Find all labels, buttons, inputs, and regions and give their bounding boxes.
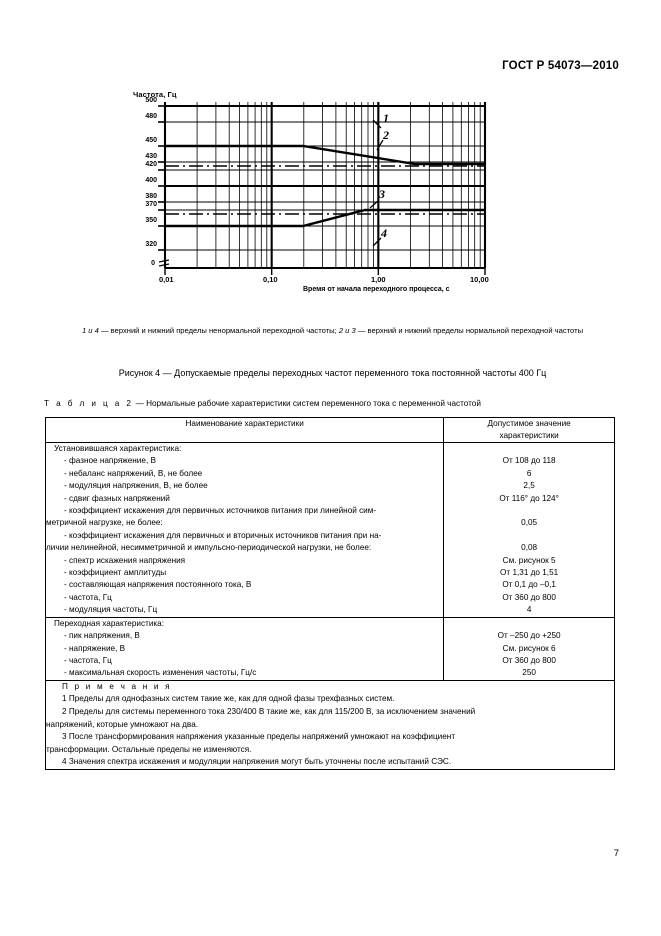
figure-caption: Рисунок 4 — Допускаемые пределы переходных частот переменного тока постоянной частоты 400 Гц [118, 368, 547, 378]
list-item: - фазное напряжение, В [64, 456, 156, 466]
value-item: От 108 до 118 [502, 456, 556, 466]
list-item: метричной нагрузке, не более: [46, 518, 163, 528]
x-tick-0-10: 0,10 [263, 275, 278, 284]
list-item: Установившаяся характеристика: [54, 444, 182, 453]
x-tick-0-01: 0,01 [159, 275, 174, 284]
figure-4-chart [125, 90, 525, 305]
y-tick-320: 320 [145, 241, 157, 248]
value-item: От 116° до 124° [499, 493, 559, 503]
value-item: От 360 до 800 [502, 592, 556, 602]
table-row [46, 617, 615, 680]
y-tick-480: 480 [145, 113, 157, 120]
note-continuation: напряжений, которые умножают на два. [46, 719, 199, 729]
section-2-characteristics [46, 617, 444, 680]
legend-text-1: — верхний и нижний пределы ненормальной переходной частоты; [98, 326, 339, 335]
list-item: - коэффициент искажения для первичных источников питания при линейной сим- [64, 506, 377, 516]
figure-legend-text [55, 325, 610, 337]
value-item [444, 530, 614, 542]
section-1-characteristics [46, 443, 444, 618]
list-item: - коэффициент искажения для первичных и вторичных источников питания при на- [64, 530, 382, 540]
header-value-line1: Допустимое значение [487, 419, 571, 428]
y-tick-370: 370 [145, 201, 157, 208]
list-item: - сдвиг фазных напряжений [64, 493, 170, 503]
list-item: личии нелинейной, несимметричной и импульсно-периодической нагрузки, не более: [46, 543, 372, 553]
y-tick-400: 400 [145, 177, 157, 184]
value-item: От 1,31 до 1,51 [500, 568, 559, 578]
value-item: 6 [526, 468, 532, 478]
y-tick-420: 420 [145, 161, 157, 168]
chart-plot-area [125, 90, 525, 290]
y-tick-430: 430 [145, 153, 157, 160]
y-tick-380: 380 [145, 193, 157, 200]
table-notes [46, 680, 615, 769]
list-item: - модуляция частоты, Гц [64, 605, 158, 615]
value-item: От 360 до 800 [502, 655, 556, 665]
value-item: От –250 до +250 [497, 631, 561, 641]
list-item: - спектр искажения напряжения [64, 555, 186, 565]
x-tick-10-00: 10,00 [470, 275, 489, 284]
header-cell-value [444, 418, 615, 443]
header-value-line2: характеристики [499, 431, 559, 440]
curve-label-4: 4 [381, 226, 387, 240]
list-item: - небаланс напряжений, В, не более [64, 468, 203, 478]
note-item: 4 Значения спектра искажения и модуляции напряжения могут быть уточнены после испытаний СЭС. [62, 757, 452, 767]
value-item [444, 505, 614, 517]
note-item: 3 После трансформирования напряжения указанные пределы напряжений умножают на коэффициент [62, 732, 456, 742]
table-notes-row [46, 680, 615, 769]
y-tick-500: 500 [145, 97, 157, 104]
y-tick-0: 0 [151, 260, 155, 267]
y-tick-350: 350 [145, 217, 157, 224]
list-item: - пик напряжения, В [64, 631, 140, 641]
section-2-values [444, 617, 615, 680]
list-item: - коэффициент амплитуды [64, 568, 167, 578]
legend-curves-1-4: 1 и 4 [81, 326, 99, 335]
list-item: - модуляция напряжения, В, не более [64, 481, 208, 491]
value-item: От 0,1 до –0,1 [502, 580, 556, 590]
chart-y-axis-title: Частота, Гц [133, 90, 177, 99]
table-title [44, 399, 481, 408]
standard-number-header: ГОСТ Р 54073—2010 [502, 60, 619, 72]
note-item: 1 Пределы для однофазных систем такие же, как для одной фазы трехфазных систем. [62, 694, 395, 704]
list-item: Переходная характеристика: [54, 618, 164, 628]
value-item: См. рисунок 6 [502, 643, 556, 653]
legend-curves-2-3: 2 и 3 [338, 326, 356, 335]
header-cell-name: Наименование характеристики [46, 418, 444, 443]
value-item [444, 618, 614, 630]
value-item: 0,08 [521, 543, 538, 553]
x-tick-1-00: 1,00 [371, 275, 386, 284]
section-1-values [444, 443, 615, 618]
characteristics-table [45, 417, 615, 770]
value-item [444, 443, 614, 455]
value-item: 250 [522, 668, 536, 678]
value-item: См. рисунок 5 [502, 555, 556, 565]
table-title-rest: — Нормальные рабочие характеристики систем переменного тока с переменной частотой [133, 399, 481, 408]
note-item: 2 Пределы для системы переменного тока 230/400 В такие же, как для 115/200 В, за исключением значений [62, 706, 476, 716]
notes-title: П р и м е ч а н и я [62, 681, 172, 691]
curve-label-1: 1 [383, 111, 389, 125]
table-header-row [46, 418, 615, 443]
table-row [46, 443, 615, 618]
note-continuation: трансформации. Остальные пределы не изменяются. [46, 744, 252, 754]
curve-label-2: 2 [383, 128, 389, 142]
value-item: 4 [526, 605, 532, 615]
list-item: - максимальная скорость изменения частоты, Гц/с [64, 668, 257, 678]
table-title-prefix: Т а б л и ц а 2 [44, 399, 134, 408]
curve-label-3: 3 [379, 187, 385, 201]
value-item: 0,05 [521, 518, 538, 528]
page-number: 7 [613, 848, 619, 859]
list-item: - частота, Гц [64, 655, 112, 665]
legend-text-2: — верхний и нижний пределы нормальной переходной частоты [355, 326, 584, 335]
y-tick-450: 450 [145, 137, 157, 144]
list-item: - частота, Гц [64, 592, 112, 602]
value-item: 2,5 [523, 481, 535, 491]
list-item: - напряжение, В [64, 643, 126, 653]
chart-x-axis-title: Время от начала переходного процесса, с [303, 286, 450, 293]
list-item: - составляющая напряжения постоянного тока, В [64, 580, 252, 590]
